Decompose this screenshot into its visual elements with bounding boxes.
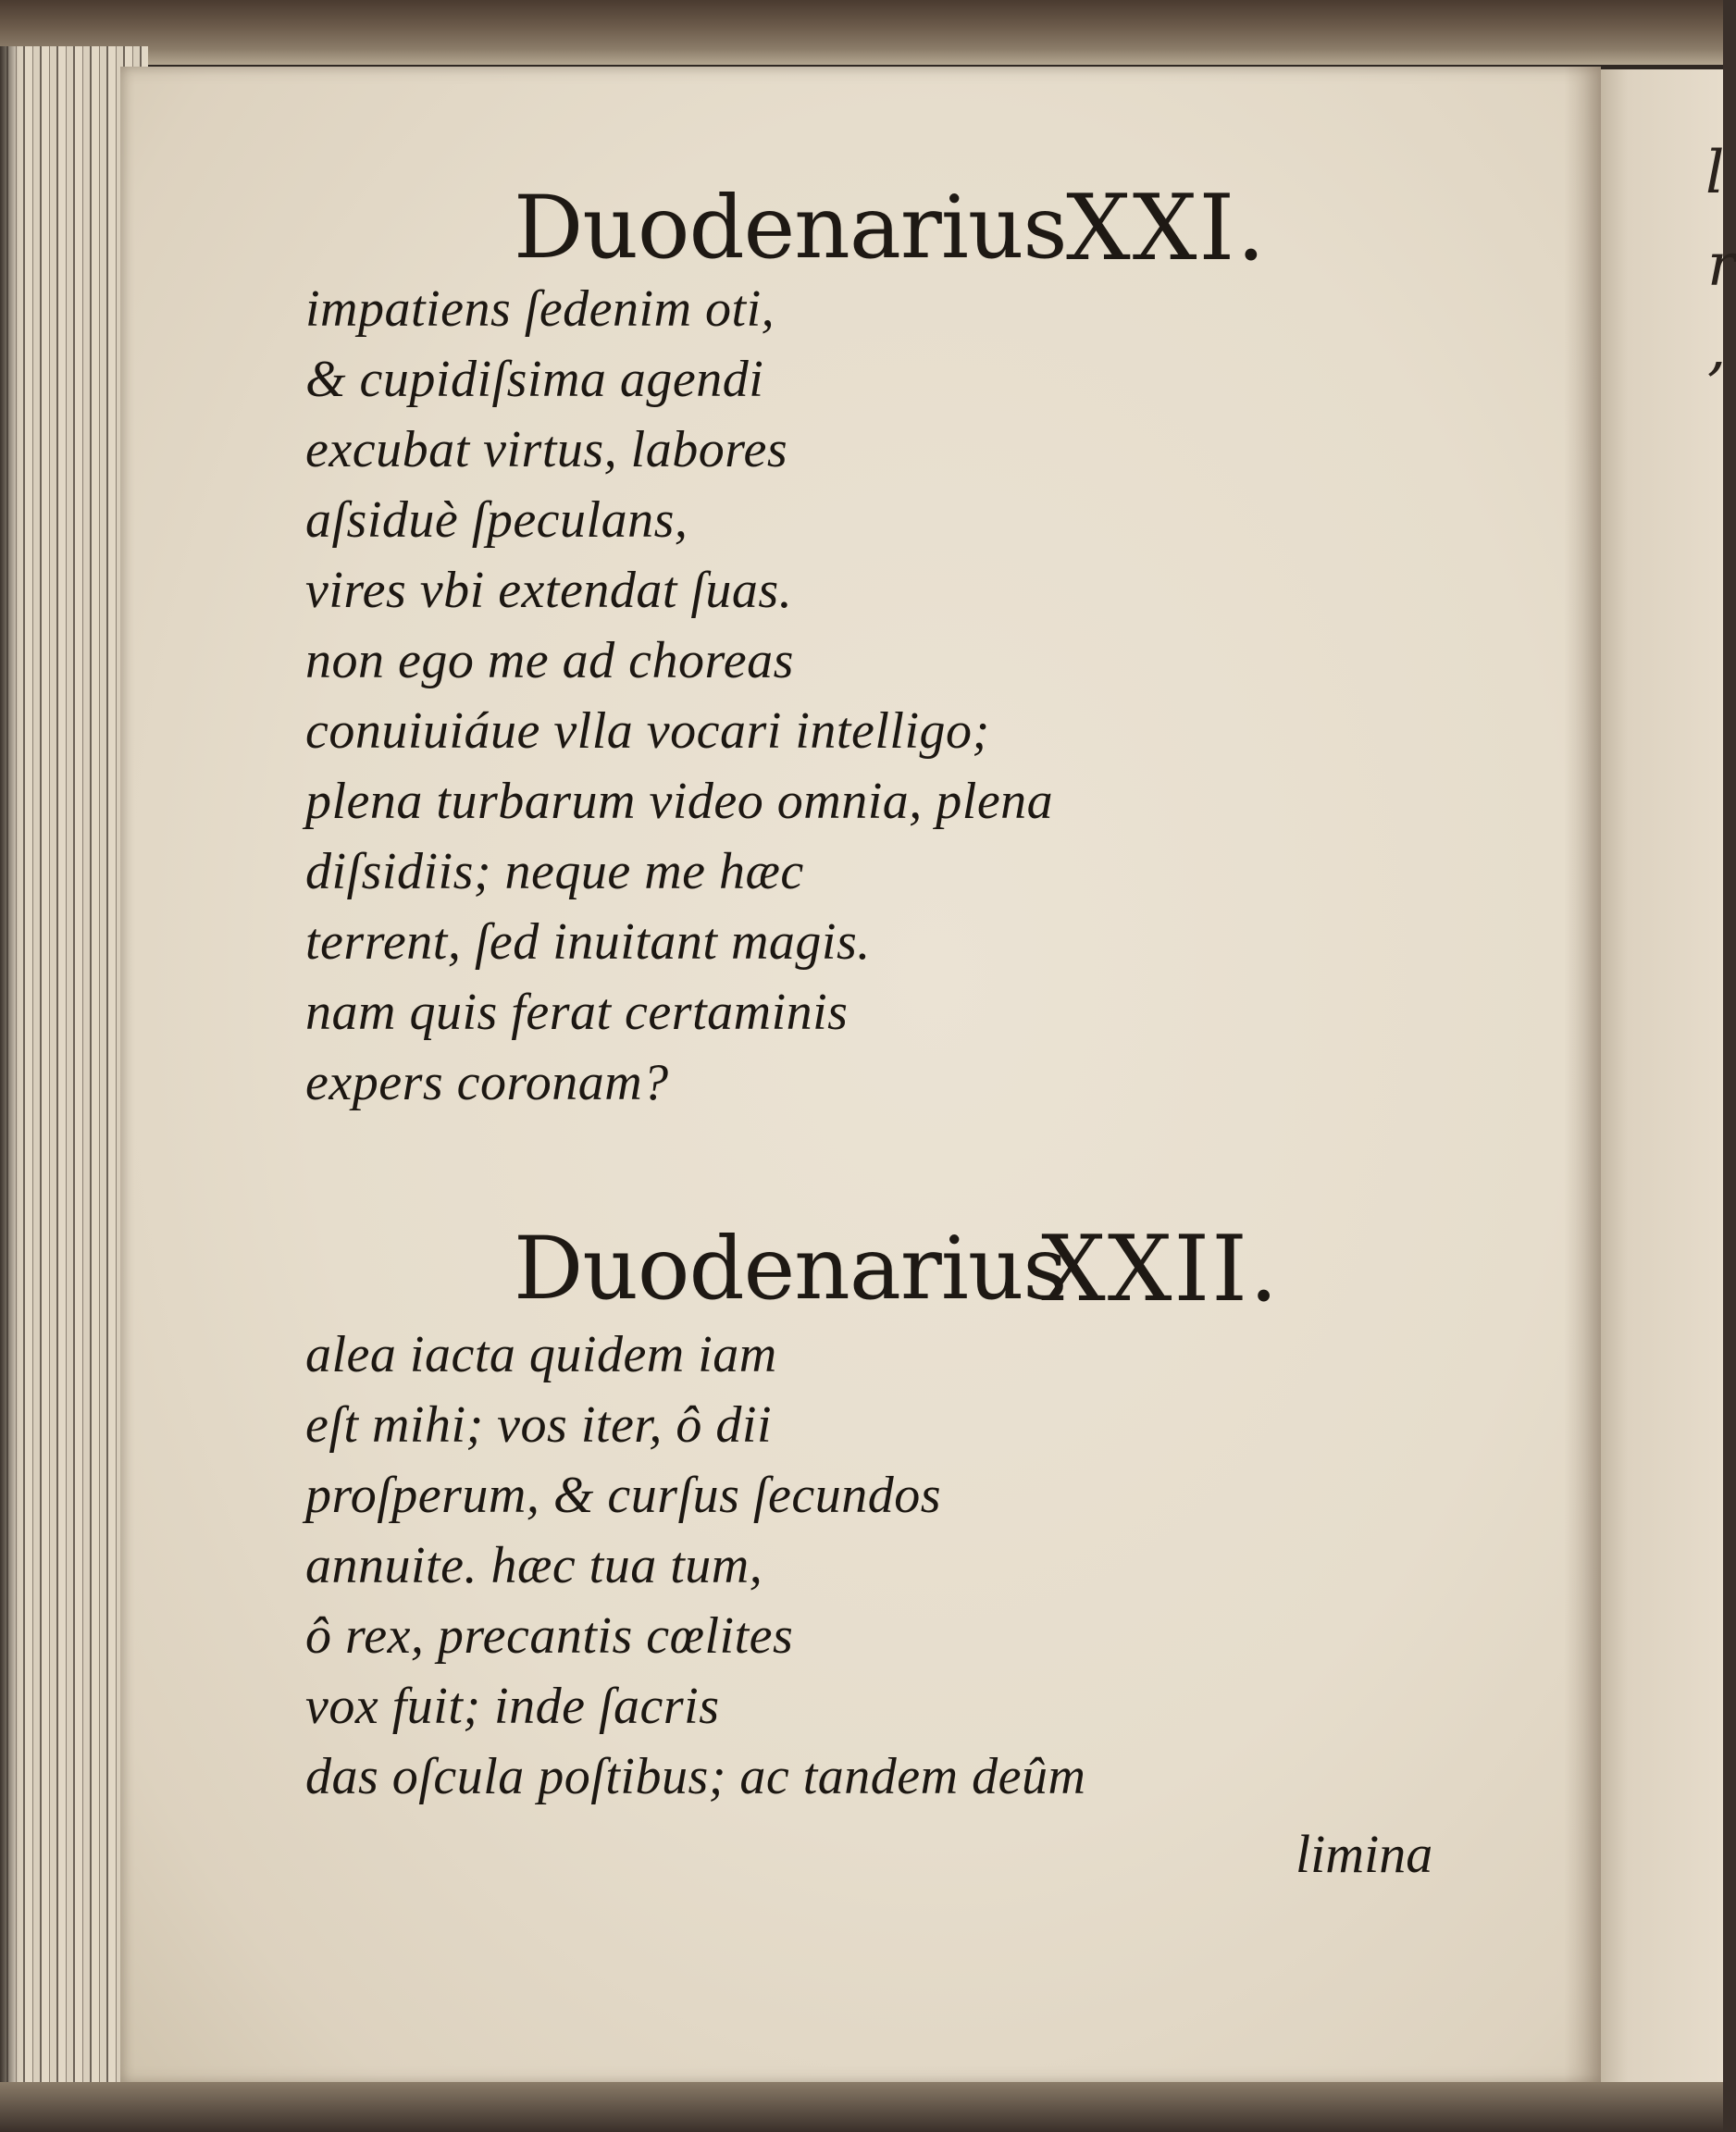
verse-line: expers coronam? (305, 1054, 669, 1111)
verse-line: aſsiduè ſpeculans, (305, 491, 688, 549)
binding-top-edge (0, 0, 1723, 65)
binding-bottom-edge (0, 2082, 1723, 2132)
verse-line: eſt mihi; vos iter, ô dii (305, 1396, 773, 1454)
binding-shadow (0, 46, 19, 2132)
section-heading-xxi (120, 178, 1601, 289)
heading-numeral: XXII. (1041, 1217, 1281, 1322)
verse-line: vox fuit; inde ſacris (305, 1678, 720, 1735)
verse-line: conuiuiáue vlla vocari intelligo; (305, 702, 990, 760)
facing-page-glyph: l (1705, 139, 1725, 207)
verse-line: plena turbarum video omnia, plena (305, 773, 1054, 830)
page-gutter-shadow (1564, 67, 1601, 2084)
verse-line: terrent, ſed inuitant magis. (305, 913, 871, 971)
verse-line: annuite. hæc tua tum, (305, 1537, 763, 1594)
facing-page-edge (1596, 69, 1736, 2105)
verse-line: ô rex, precantis cœlites (305, 1607, 794, 1665)
verse-line: vires vbi extendat ſuas. (305, 562, 793, 619)
verse-line: nam quis ferat certaminis (305, 984, 849, 1041)
book-page (120, 67, 1601, 2084)
section-heading-xxii (120, 1219, 1601, 1330)
verse-line: alea iacta quidem iam (305, 1326, 777, 1383)
facing-page-glyph: r (1707, 231, 1736, 300)
verse-line: excubat virtus, labores (305, 421, 788, 478)
verse-line: impatiens ſedenim oti, (305, 280, 775, 338)
heading-numeral: XXI. (1066, 176, 1268, 281)
facing-page-glyph: , (1707, 315, 1727, 383)
verse-line: proſperum, & curſus ſecundos (305, 1467, 941, 1524)
verse-line: diſsidiis; neque me hæc (305, 843, 804, 900)
heading-word: Duodenarius (514, 178, 1067, 279)
heading-word: Duodenarius (514, 1219, 1067, 1320)
verse-line: & cupidiſsima agendi (305, 351, 764, 408)
verse-line: das oſcula poſtibus; ac tandem deûm (305, 1748, 1086, 1805)
catchword: limina (1296, 1824, 1433, 1884)
verse-line: non ego me ad choreas (305, 632, 794, 689)
